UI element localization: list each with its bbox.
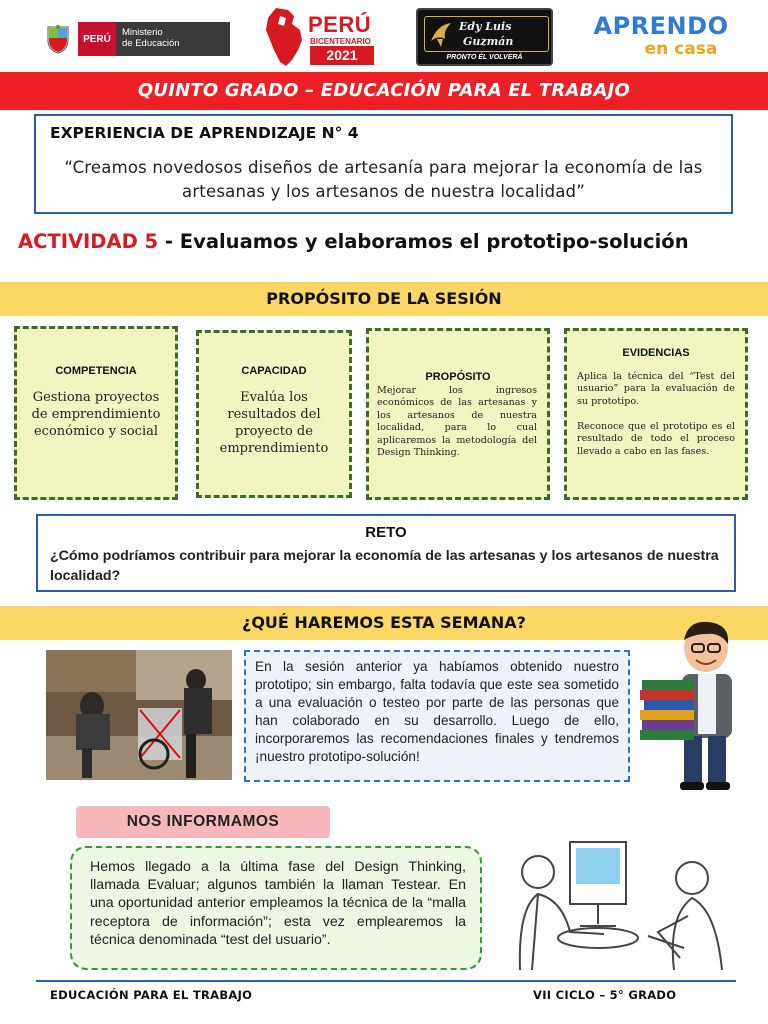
competencia-card xyxy=(14,326,178,500)
ministry-label xyxy=(116,22,230,56)
teacher-with-books-icon xyxy=(636,618,748,792)
experience-quote: “Creamos novedosos diseños de artesanía para mejorar la economía de las artesanas y los artesanos de nuestra localidad” xyxy=(64,158,703,201)
informamos-text-box xyxy=(70,846,482,970)
teacher-illustration xyxy=(636,618,748,792)
workshop-photo-illustration xyxy=(46,650,232,780)
activity-title: - Evaluamos y elaboramos el prototipo-solución xyxy=(158,230,689,253)
reto-box xyxy=(36,514,736,592)
informamos-text: Hemos llegado a la última fase del Design Thinking, llamada Evaluar; algunos también la llaman Testear. En una oportunidad anterior empleamos la técnica de la “malla receptora de información”; esta vez emplearemos la técnica denominada “test del usuario”. xyxy=(90,859,466,948)
peru-map-icon xyxy=(262,6,306,68)
aprendo-word: APRENDO xyxy=(593,12,729,40)
user-test-sketch xyxy=(508,820,746,974)
bird-icon xyxy=(429,21,453,49)
footer-grade: VII CICLO – 5° GRADO xyxy=(533,988,677,1002)
en-casa-wordmark: en casa xyxy=(644,39,718,59)
proposito-bar: PROPÓSITO DE LA SESIÓN xyxy=(0,282,768,316)
edy-logo xyxy=(416,8,553,66)
activity-heading xyxy=(18,230,758,253)
proposito-card xyxy=(366,328,550,500)
workshop-photo xyxy=(46,650,232,780)
coat-of-arms-icon xyxy=(44,24,72,54)
bicentenario-label: BICENTENARIO xyxy=(310,37,371,46)
bicentenario-logo xyxy=(262,6,382,68)
week-text-box xyxy=(244,650,630,782)
footer-divider xyxy=(36,980,736,982)
ministry-line-1: Ministerio xyxy=(122,27,163,38)
competencia-body: Gestiona proyectos de emprendimiento económico y social xyxy=(31,390,161,439)
aprendo-en-casa-logo xyxy=(586,12,736,62)
informamos-label: NOS INFORMAMOS xyxy=(76,806,330,838)
capacidad-body: Evalúa los resultados del proyecto de emprendimiento xyxy=(219,390,329,456)
experience-heading: EXPERIENCIA DE APRENDIZAJE N° 4 xyxy=(50,124,359,142)
edy-logo-frame xyxy=(424,16,549,52)
reto-question: ¿Cómo podríamos contribuir para mejorar la economía de las artesanas y los artesanos de nuestra localidad? xyxy=(50,548,719,584)
competencia-title: COMPETENCIA xyxy=(55,365,137,377)
week-bar: ¿QUÉ HAREMOS ESTA SEMANA? xyxy=(0,606,768,640)
reto-title: RETO xyxy=(365,524,407,541)
week-text: En la sesión anterior ya habíamos obtenido nuestro prototipo; sin embargo, falta todavía que este sea sometido a una evaluación o testeo por parte de las personas que han colaborado en su desarrollo. Luego de ello, incorporaremos las recomendaciones finales y tendremos ¡nuestro prototipo-solución! xyxy=(255,659,619,764)
evidencias-body-1: Aplica la técnica del “Test del usuario” para la evaluación de su prototipo. xyxy=(577,371,735,407)
user-testing-illustration xyxy=(508,820,746,974)
grade-title-bar: QUINTO GRADO – EDUCACIÓN PARA EL TRABAJO xyxy=(0,72,768,110)
proposito-body: Mejorar los ingresos económicos de las artesanas y los artesanos de nuestra localidad, para lo cual aplicaremos la metodología del Design Thinking. xyxy=(377,385,537,459)
minedu-logo xyxy=(44,22,230,56)
peru-wordmark: PERÚ xyxy=(308,12,372,37)
evidencias-body-2: Reconoce que el prototipo es el resultado de todo el proceso llevado a cabo en las fases. xyxy=(577,421,735,457)
year-badge: 2021 xyxy=(310,46,374,65)
capacidad-card xyxy=(196,330,352,498)
activity-label: ACTIVIDAD 5 xyxy=(18,230,159,253)
proposito-title: PROPÓSITO xyxy=(425,371,491,383)
capacidad-title: CAPACIDAD xyxy=(241,365,307,377)
edy-name-line-1: Edy Luis xyxy=(459,20,512,33)
edy-tagline: PRONTO ÉL VOLVERÁ xyxy=(446,54,523,61)
peru-label: PERÚ xyxy=(78,22,116,56)
footer-subject: EDUCACIÓN PARA EL TRABAJO xyxy=(50,988,253,1002)
edy-name-line-2: Guzmán xyxy=(463,35,514,48)
aprendo-wordmark xyxy=(586,12,736,40)
experience-box xyxy=(34,114,733,214)
ministry-line-2: de Educación xyxy=(122,38,180,49)
evidencias-title: EVIDENCIAS xyxy=(622,347,690,359)
evidencias-card xyxy=(564,328,748,500)
